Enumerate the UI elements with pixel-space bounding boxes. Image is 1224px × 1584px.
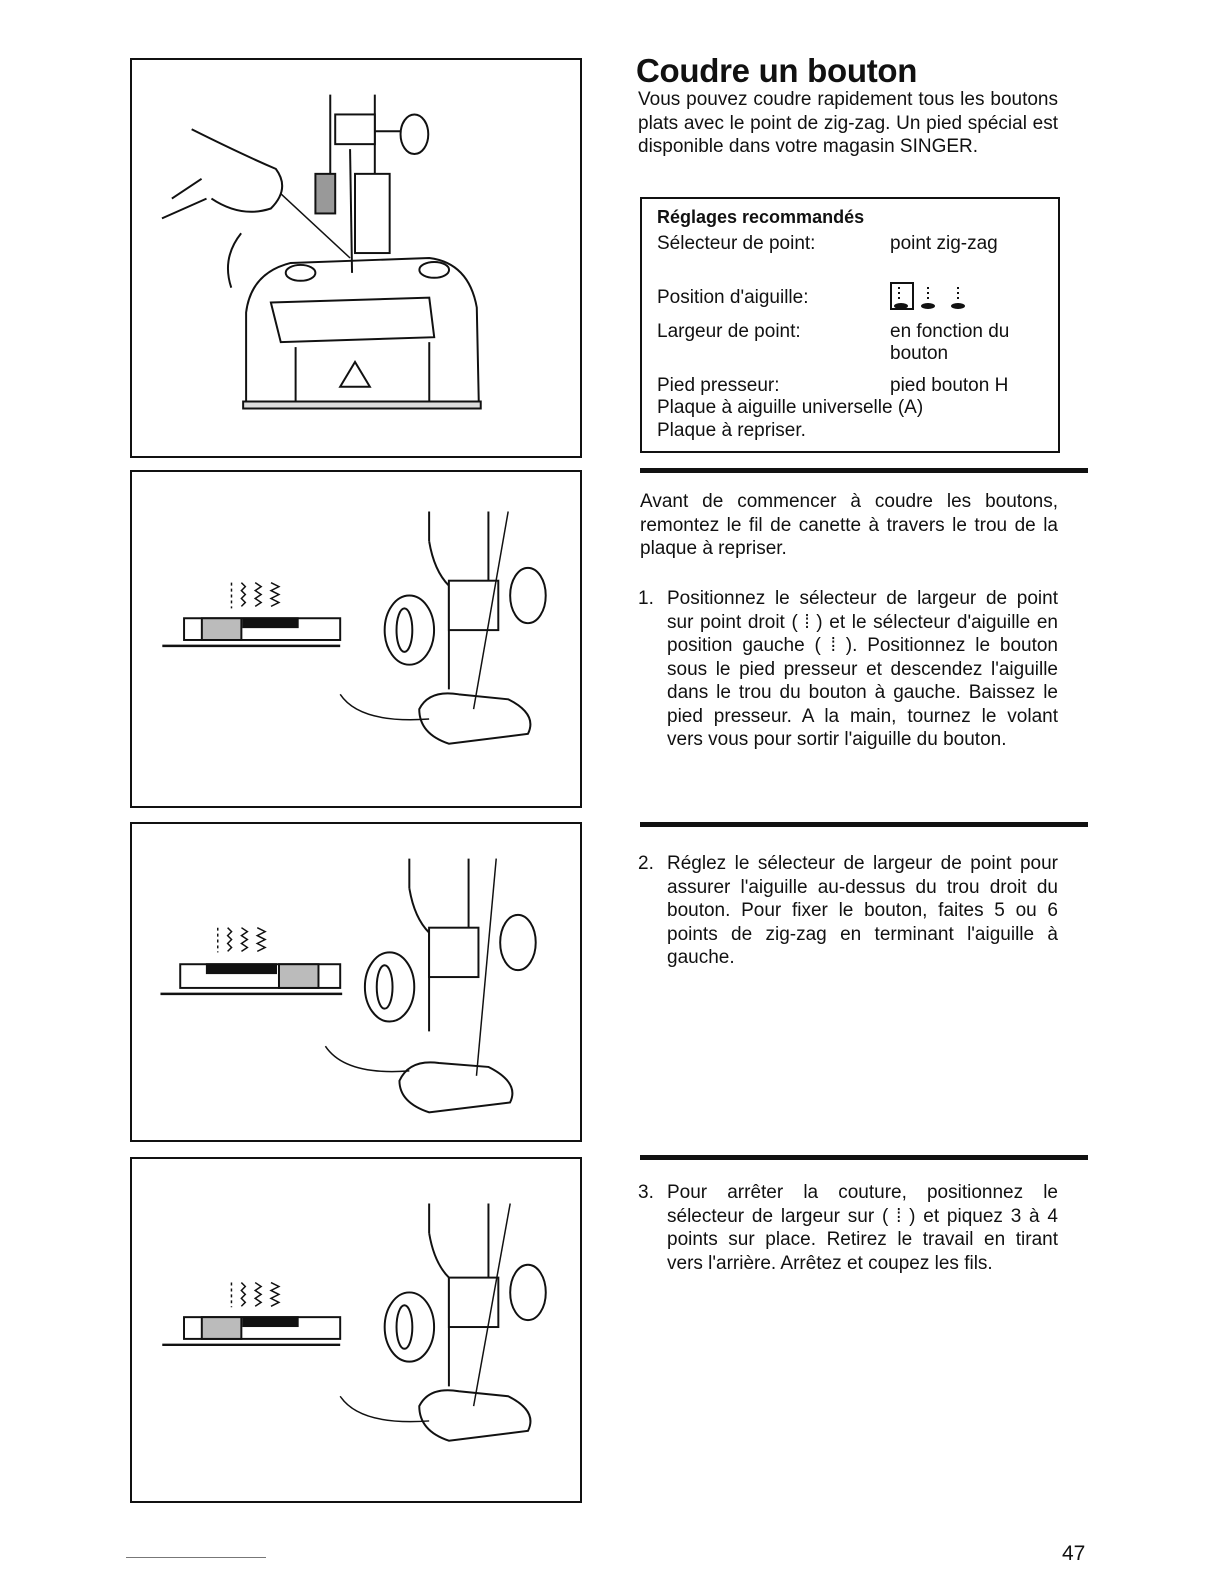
button-foot-illustration [132,60,580,456]
step-3-text: Pour arrêter la couture, positionnez le sélecteur de largeur sur ( ⁞ ) et piquez 3 à 4 points sur place. Retirez le travail en tirant vers l'arrière. Arrêtez et coupez les fils. [667,1182,1058,1274]
section-rule-3 [640,1155,1088,1160]
settings-value-stitch: point zig-zag [890,233,998,254]
step-2-illustration [132,824,580,1140]
settings-heading: Réglages recommandés [657,207,865,227]
page-title: Coudre un bouton [636,52,918,89]
needle-position-icon [890,281,970,313]
step-1-text: Positionnez le sélecteur de largeur de point sur point droit ( ⁞ ) et le sélecteur d'aiguille en position gauche ( ⁞ ). Positionnez le bouton sous le pied presseur et descendez l'aiguille dans le trou du bouton à gauche. Baissez le pied presseur. A la main, tournez le volant vers vous pour sortir l'aiguille du bouton. [667,588,1058,750]
step-1-number: 1. [638,588,654,609]
settings-label-needle: Position d'aiguille: [657,287,809,308]
figure-step-3 [130,1157,582,1503]
recommended-settings-box [640,197,1060,453]
figure-step-1 [130,470,582,808]
step-1-illustration [132,472,580,806]
step-2-text: Réglez le sélecteur de largeur de point pour assurer l'aiguille au-dessus du trou droit du bouton. Pour fixer le bouton, faites 5 ou 6 points de zig-zag en terminant l'aiguille à gauche. [667,853,1058,968]
settings-darning-plate: Plaque à repriser. [657,420,806,441]
settings-value-foot: pied bouton H [890,375,1009,396]
page-number: 47 [1062,1542,1086,1565]
section-rule-2 [640,822,1088,827]
figure-step-2 [130,822,582,1142]
settings-needle-plate: Plaque à aiguille universelle (A) [657,397,924,418]
footer-line [126,1557,266,1558]
settings-value-width: en fonction du bouton [890,321,1010,364]
section-rule-1 [640,468,1088,473]
step-3-illustration [132,1159,580,1501]
prep-paragraph: Avant de commencer à coudre les boutons, remontez le fil de canette à travers le trou de la plaque à repriser. [640,491,1058,559]
settings-label-foot: Pied presseur: [657,375,780,396]
settings-label-width: Largeur de point: [657,321,801,342]
figure-machine-button-foot [130,58,582,458]
step-2-number: 2. [638,853,654,874]
step-3-number: 3. [638,1182,654,1203]
settings-label-stitch: Sélecteur de point: [657,233,816,254]
intro-paragraph: Vous pouvez coudre rapidement tous les boutons plats avec le point de zig-zag. Un pied spécial est disponible dans votre magasin SINGER. [638,89,1058,157]
